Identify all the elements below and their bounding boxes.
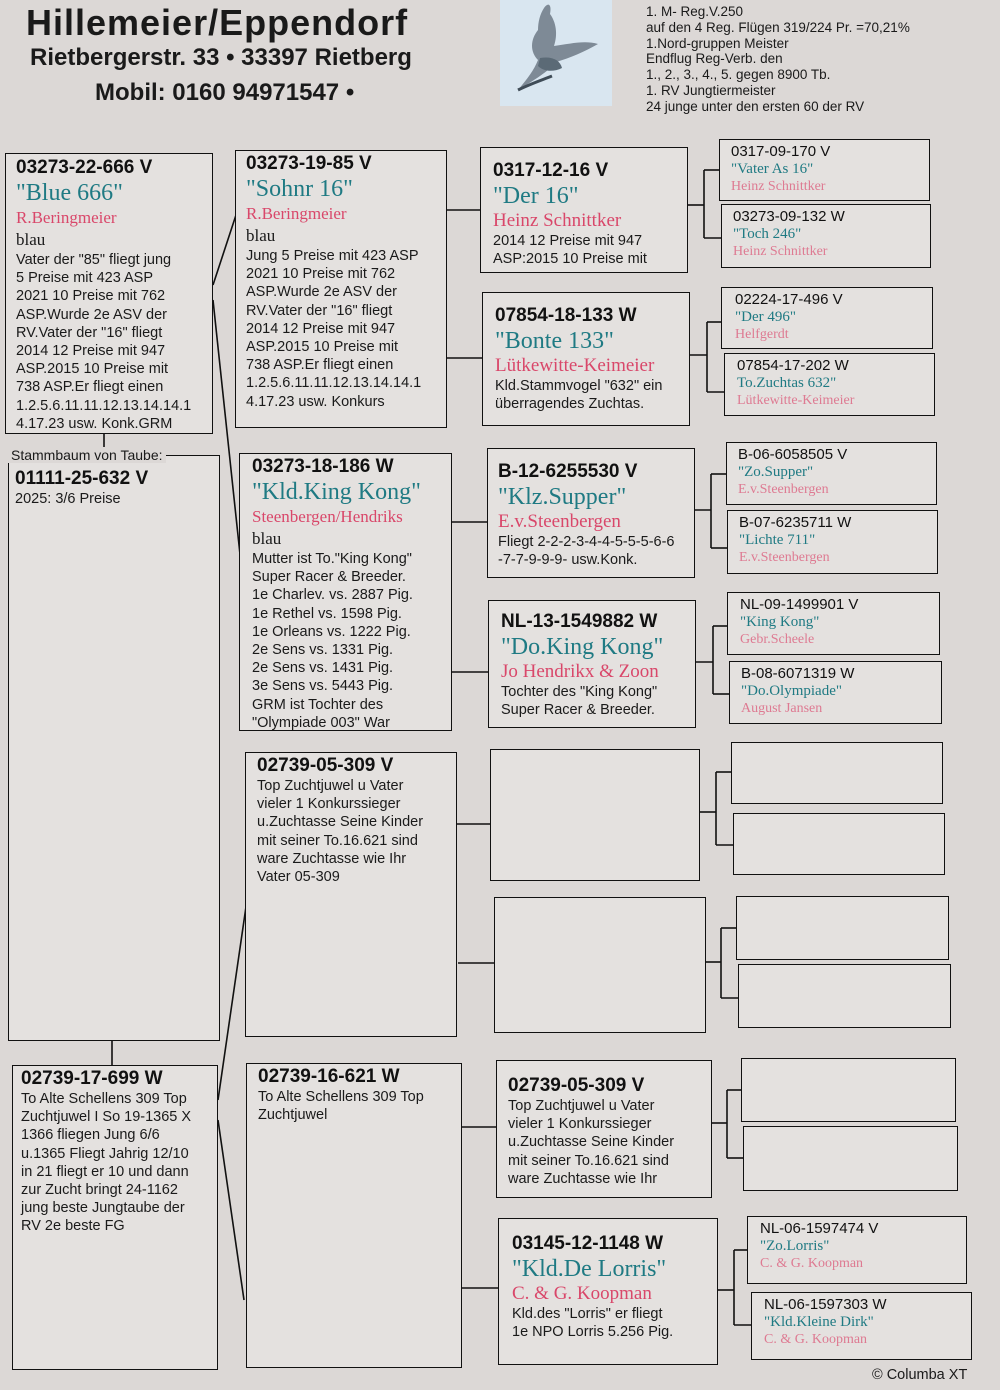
performance-text: Top Zuchtjuwel u Vater vieler 1 Konkurssieger u.Zuchtasse Seine Kinder mit seiner To.16.621 sind ware Zuchtasse wie Ihr Vater 05-309 — [257, 778, 424, 886]
gen3-card-ddd[interactable] — [498, 1218, 718, 1365]
ring-number: 07854-17-202 W — [737, 357, 849, 374]
gen3-card-sds[interactable] — [487, 448, 695, 578]
performance-text: To Alte Schellens 309 Top Zuchtjuwel I So 19-1365 X 1366 fliegen Jung 6/6 u.1365 Fliegt Jahrig 12/10 in 21 fliegt er 10 und dann zur Zucht bringt 24-1162 jung beste Jungtaube der RV 2e beste FG — [21, 1091, 192, 1235]
gen4-card-1[interactable] — [719, 139, 930, 201]
breeder-name: Jo Hendrikx & Zoon — [501, 661, 659, 682]
gen4-card-4[interactable] — [724, 353, 935, 416]
ring-number: 02739-05-309 V — [508, 1075, 645, 1096]
gen4-card-3[interactable] — [721, 287, 933, 349]
breeder-name: E.v.Steenbergen — [738, 482, 829, 497]
plumage-color: blau — [246, 226, 276, 245]
pigeon-name: "Kld.Kleine Dirk" — [764, 1314, 874, 1330]
sire-sire-card[interactable] — [235, 150, 447, 428]
pigeon-name: To.Zuchtas 632" — [737, 375, 837, 391]
pigeon-name: "Toch 246" — [733, 226, 802, 242]
achievements-text: 1. M- Reg.V.250 auf den 4 Reg. Flügen 319/224 Pr. =70,21% 1.Nord-gruppen Meister Endflug Reg-Verb. den 1., 2., 3., 4., 5. gegen 8900 Tb. 1. RV Jungtiermeister 24 junge unter den ersten 60 der RV — [646, 4, 910, 114]
ring-number: 03273-18-186 W — [252, 456, 394, 477]
ring-number: B-07-6235711 W — [739, 514, 852, 531]
breeder-name: Lütkewitte-Keimeier — [737, 393, 855, 408]
breeder-name: C. & G. Koopman — [512, 1283, 652, 1304]
breeder-title: Hillemeier/Eppendorf — [26, 2, 409, 43]
dam-dam-card[interactable] — [246, 1063, 462, 1368]
gen4-card-empty-6[interactable] — [743, 1126, 958, 1191]
ring-number: 02739-17-699 W — [21, 1068, 163, 1089]
performance-text: 2025: 3/6 Preise — [15, 491, 121, 507]
ring-number: 02739-16-621 W — [258, 1066, 400, 1087]
sire-card[interactable] — [5, 153, 213, 434]
gen4-card-5[interactable] — [726, 442, 937, 505]
breeder-name: C. & G. Koopman — [760, 1256, 864, 1271]
plumage-color: blau — [252, 529, 282, 548]
plumage-color: blau — [16, 230, 46, 249]
pigeon-name: "Der 16" — [493, 183, 579, 209]
gen4-card-10[interactable] — [751, 1292, 972, 1360]
breeder-name: Heinz Schnittker — [733, 244, 828, 259]
sire-dam-card[interactable] — [239, 453, 452, 731]
performance-text: Kld.Stammvogel "632" ein überragendes Zuchtas. — [495, 378, 663, 413]
breeder-name: Lütkewitte-Keimeier — [495, 355, 655, 376]
performance-text: Mutter ist To."King Kong" Super Racer & Breeder. 1e Charlev. vs. 2887 Pig. 1e Rethel vs. 1598 Pig. 1e Orleans vs. 1222 Pig. 2e Sens vs. 1331 Pig. 2e Sens vs. 1431 Pig. 3e Sens vs. 5443 Pig. GRM ist Tochter des "Olympiade 003" War — [252, 551, 413, 731]
performance-text: 2014 12 Preise mit 947 ASP:2015 10 Preise mit — [493, 233, 647, 268]
ring-number: 03273-19-85 V — [246, 153, 372, 174]
pigeon-name: "Do.King Kong" — [501, 634, 664, 660]
pigeon-name: "Lichte 711" — [739, 532, 816, 548]
ring-number: 0317-09-170 V — [731, 143, 831, 160]
breeder-mobile: Mobil: 0160 94971547 • — [95, 79, 355, 106]
ring-number: NL-06-1597303 W — [764, 1296, 887, 1313]
ring-number: NL-09-1499901 V — [740, 596, 859, 613]
performance-text: Jung 5 Preise mit 423 ASP 2021 10 Preise mit 762 ASP.Wurde 2e ASV der RV.Vater der "16" fliegt 2014 12 Preise mit 947 ASP.2015 10 Preise mit 738 ASP.Er fliegt einen 1.2.5.6.11.11.12.13.14.14.1 4.17.23 usw. Konkurs — [246, 248, 422, 410]
ring-number: 07854-18-133 W — [495, 305, 637, 326]
ring-number: 01111-25-632 V — [15, 468, 149, 489]
dam-sire-card[interactable] — [245, 752, 457, 1037]
ring-number: 02739-05-309 V — [257, 755, 394, 776]
gen4-card-empty-4[interactable] — [738, 964, 951, 1028]
performance-text: Kld.des "Lorris" er fliegt 1e NPO Lorris 5.256 Pig. — [512, 1306, 674, 1341]
breeder-name: Helfgerdt — [735, 327, 789, 342]
ring-number: 03273-22-666 V — [16, 157, 153, 178]
pigeon-name: "Zo.Lorris" — [760, 1238, 830, 1254]
performance-text: Top Zuchtjuwel u Vater vieler 1 Konkurssieger u.Zuchtasse Seine Kinder mit seiner To.16.621 sind ware Zuchtasse wie Ihr — [508, 1098, 675, 1187]
pedigree-heading: Stammbaum von Taube: — [8, 447, 166, 463]
ring-number: 03273-09-132 W — [733, 208, 845, 225]
gen3-card-dds[interactable] — [496, 1060, 712, 1198]
breeder-name: August Jansen — [741, 701, 823, 716]
gen4-card-empty-5[interactable] — [741, 1058, 956, 1122]
breeder-name: E.v.Steenbergen — [498, 511, 621, 532]
performance-text: Fliegt 2-2-2-3-4-4-5-5-5-6-6 -7-7-9-9-9- usw.Konk. — [498, 534, 675, 569]
pigeon-name: "Kld.King Kong" — [252, 479, 421, 505]
ring-number: 02224-17-496 V — [735, 291, 843, 308]
breeder-name: C. & G. Koopman — [764, 1332, 868, 1347]
pigeon-name: "Bonte 133" — [495, 328, 614, 354]
pigeon-name: "Kld.De Lorris" — [512, 1256, 667, 1282]
pigeon-name: "Do.Olympiade" — [741, 683, 842, 699]
gen4-card-7[interactable] — [727, 592, 940, 655]
breeder-name: Gebr.Scheele — [740, 632, 815, 647]
pigeon-name: "King Kong" — [740, 614, 820, 630]
dam-card[interactable] — [12, 1065, 218, 1370]
copyright: © Columba XT — [872, 1367, 968, 1383]
pigeon-name: "Klz.Supper" — [498, 484, 627, 510]
breeder-address: Rietbergerstr. 33 • 33397 Rietberg — [30, 44, 412, 71]
pigeon-name: "Zo.Supper" — [738, 464, 814, 480]
pigeon-name: "Sohnr 16" — [246, 176, 353, 202]
breeder-name: Heinz Schnittker — [493, 210, 622, 231]
pigeon-name: "Blue 666" — [16, 180, 123, 206]
performance-text: Vater der "85" fliegt jung 5 Preise mit 423 ASP 2021 10 Preise mit 762 ASP.Wurde 2e ASV der RV.Vater der "16" fliegt 2014 12 Preise mit 947 ASP.2015 10 Preise mit 738 ASP.Er fliegt einen 1.2.5.6.11.11.12.13.14.14.1 4.17.23 usw. Konk.GRM — [16, 252, 192, 432]
breeder-name: R.Beringmeier — [246, 204, 347, 223]
gen3-card-empty-1[interactable] — [490, 749, 700, 881]
gen4-card-empty-2[interactable] — [733, 813, 945, 875]
gen4-card-2[interactable] — [721, 204, 931, 268]
performance-text: Tochter des "King Kong" Super Racer & Breeder. — [501, 684, 658, 719]
gen3-card-sss[interactable] — [480, 147, 688, 273]
gen4-card-empty-3[interactable] — [736, 896, 949, 960]
gen3-card-ssd[interactable] — [482, 292, 690, 426]
breeder-name: E.v.Steenbergen — [739, 550, 830, 565]
performance-text: To Alte Schellens 309 Top Zuchtjuwel — [258, 1089, 424, 1124]
ring-number: 03145-12-1148 W — [512, 1233, 664, 1254]
breeder-name: Steenbergen/Hendriks — [252, 507, 403, 526]
ring-number: 0317-12-16 V — [493, 160, 609, 181]
gen4-card-9[interactable] — [747, 1216, 967, 1284]
ring-number: B-12-6255530 V — [498, 461, 638, 482]
gen4-card-empty-1[interactable] — [731, 742, 943, 804]
breeder-name: Heinz Schnittker — [731, 179, 826, 194]
ring-number: B-06-6058505 V — [738, 446, 848, 463]
gen4-card-8[interactable] — [729, 661, 942, 724]
pigeon-name: "Vater As 16" — [731, 161, 814, 177]
breeder-name: R.Beringmeier — [16, 208, 117, 227]
gen3-card-empty-2[interactable] — [494, 897, 706, 1033]
gen4-card-6[interactable] — [727, 510, 938, 574]
ring-number: NL-13-1549882 W — [501, 611, 658, 632]
subject-card[interactable] — [8, 455, 220, 1041]
gen3-card-sdd[interactable] — [488, 600, 696, 728]
pigeon-name: "Der 496" — [735, 309, 796, 325]
ring-number: B-08-6071319 W — [741, 665, 855, 682]
ring-number: NL-06-1597474 V — [760, 1220, 879, 1237]
